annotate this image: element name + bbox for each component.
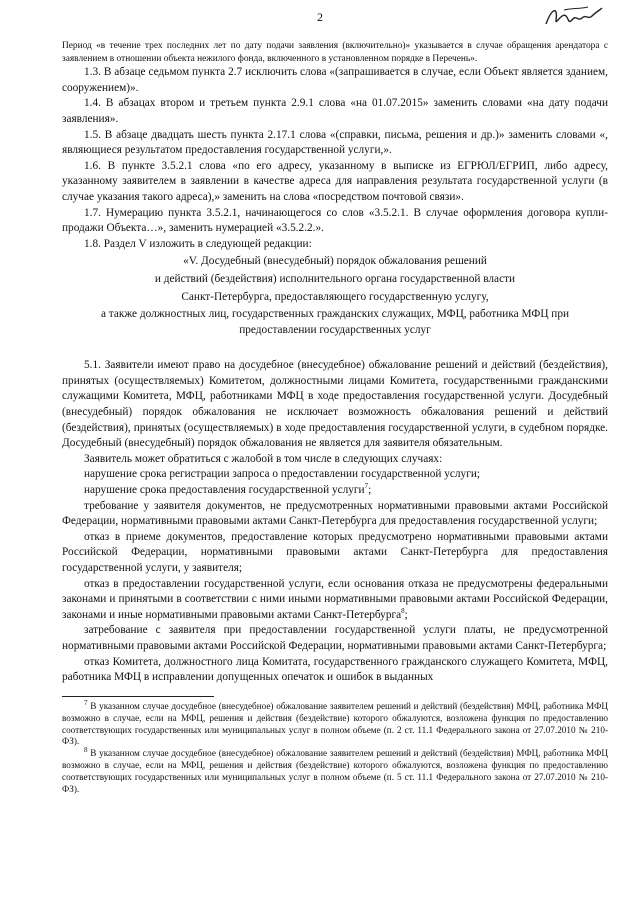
footnote-7-text: В указанном случае досудебное (внесудебное) обжалование заявителем решений и действий (бездействия) МФЦ, работника МФЦ возможно в случае, если на МФЦ, решения и действия (бездействие) которого обжалуются, возложена функция по предоставлению соответствующих государственных или муниципальных услуг в полном объеме (п. 2 ст. 11.1 Федерального закона от 27.07.2010 № 210-ФЗ). (62, 700, 608, 747)
case-refusal-accept: отказ в приеме документов, предоставление которых предусмотрено нормативными правовыми актами Российской Федерации, нормативными правовыми актами Санкт-Петербурга для предоставления государственной услуги, у заявителя; (62, 530, 608, 574)
spacer (62, 340, 608, 358)
section-heading-line-3: Санкт-Петербурга, предоставляющего государственную услугу, (181, 290, 489, 303)
footnote-ref-8: 8 (401, 607, 405, 616)
cases-intro: Заявитель может обратиться с жалобой в том числе в следующих случаях: (84, 452, 443, 465)
case-service-delay-text: нарушение срока предоставления государственной услуги (84, 484, 365, 497)
section-heading-line-2: и действий (бездействия) исполнительного органа государственной власти (154, 272, 516, 285)
case-correction-refusal: отказ Комитета, должностного лица Комитата, государственного гражданского служащего Комитета, МФЦ, работника МФЦ в исправлении допущенных опечаток и ошибок в выданных (62, 655, 608, 684)
footnote-mark-8: 8 (84, 746, 88, 755)
case-refusal-service-text: отказ в предоставлении государственной услуги, если основания отказа не предусмотрены федеральными законами и принятыми в соответствии с ними иными нормативными правовыми актами Российской Федерации, законами и иные нормативными правовыми актами Санкт-Петербурга (62, 577, 608, 621)
item-1-7: 1.7. Нумерацию пункта 3.5.2.1, начинающегося со слов «3.5.2.1. В случае оформления договора купли-продажи Объекта…», заменить нумерацией «3.5.2.2.». (62, 206, 608, 235)
case-service-delay (62, 483, 608, 499)
paragraph-5-1: 5.1. Заявители имеют право на досудебное (внесудебное) обжалование решений и действий (бездействия), принятых (осуществляемых) Комитетом, должностными лицами Комитета, государственными гражданскими служащими Комитета, МФЦ, работниками МФЦ в ходе предоставления государственной услуги. Досудебный (внесудебный) порядок обжалования не исключает возможность обжалования решений и действий (бездействия), принятых (осуществляемых) в ходе предоставления государственной услуги, в судебном порядке. Досудебный (внесудебный) порядок обжалования не является для заявителя обязательным. (62, 359, 608, 450)
item-1-6: 1.6. В пункте 3.5.2.1 слова «по его адресу, указанному в выписке из ЕГРЮЛ/ЕГРИП, либо адресу, указанному заявителем в заявлении в качестве адреса для направления результата государственной услуги (в случае указания такого адреса),» заменить на слова «посредством почтовой связи». (62, 159, 608, 203)
footnote-mark-7: 7 (84, 698, 88, 707)
item-1-5: 1.5. В абзаце двадцать шесть пункта 2.17.1 слова «(справки, письма, решения и др.)» заменить словами «, являющиеся результатом предоставления государственной услуги,». (62, 128, 608, 157)
section-heading-line-1: «V. Досудебный (внесудебный) порядок обжалования решений (183, 255, 487, 268)
page-number: 2 (317, 10, 323, 24)
case-fee-demand: затребование с заявителя при предоставлении государственной услуги платы, не предусмотренной нормативными правовыми актами Российской Федерации, нормативными правовыми актами Санкт-Петербурга; (62, 624, 608, 652)
case-refusal-service-end: ; (404, 608, 408, 621)
footnote-8-text: В указанном случае досудебное (внесудебное) обжалование заявителем решений и действий (бездействия) МФЦ, работника МФЦ возможно в случае, если на МФЦ, решения и действия (бездействие) которого обжалуются, возложена функция по предоставлению соответствующих государственных или муниципальных услуг в полном объеме (п. 5 ст. 11.1 Федерального закона от 27.07.2010 № 210-ФЗ). (62, 748, 608, 795)
intro-text: Период «в течение трех последних лет по дату подачи заявления (включительно)» указывается в случае обращения арендатора с заявлением в отношении объекта нежилого фонда, включенного в установленном порядке в Перечень». (62, 41, 608, 64)
footnote-ref-7: 7 (364, 482, 369, 491)
case-extra-documents: требование у заявителя документов, не предусмотренных нормативными правовыми актами Российской Федерации, нормативными правовыми актами Санкт-Петербурга для предоставления государственной услуги; (62, 499, 608, 528)
case-registration-delay: нарушение срока регистрации запроса о предоставлении государственной услуги; (84, 468, 481, 481)
document-body (62, 40, 608, 796)
footnote-7 (62, 698, 608, 749)
handwritten-signature (542, 2, 606, 32)
item-1-4: 1.4. В абзацах втором и третьем пункта 2.9.1 слова «на 01.07.2015» заменить словами «на дату подачи заявления». (62, 97, 608, 125)
section-heading-line-4: а также должностных лиц, государственных гражданских служащих, МФЦ, работника МФЦ при предоставлении государственных услуг (100, 308, 570, 336)
item-1-3: 1.3. В абзаце седьмом пункта 2.7 исключить слова «(запрашивается в случае, если Объект является зданием, сооружением)». (62, 66, 608, 94)
footnote-8 (62, 748, 608, 796)
case-refusal-service (62, 577, 608, 624)
case-service-delay-end: ; (368, 484, 372, 497)
footnote-divider (62, 696, 214, 697)
item-1-8: 1.8. Раздел V изложить в следующей редакции: (84, 237, 312, 250)
